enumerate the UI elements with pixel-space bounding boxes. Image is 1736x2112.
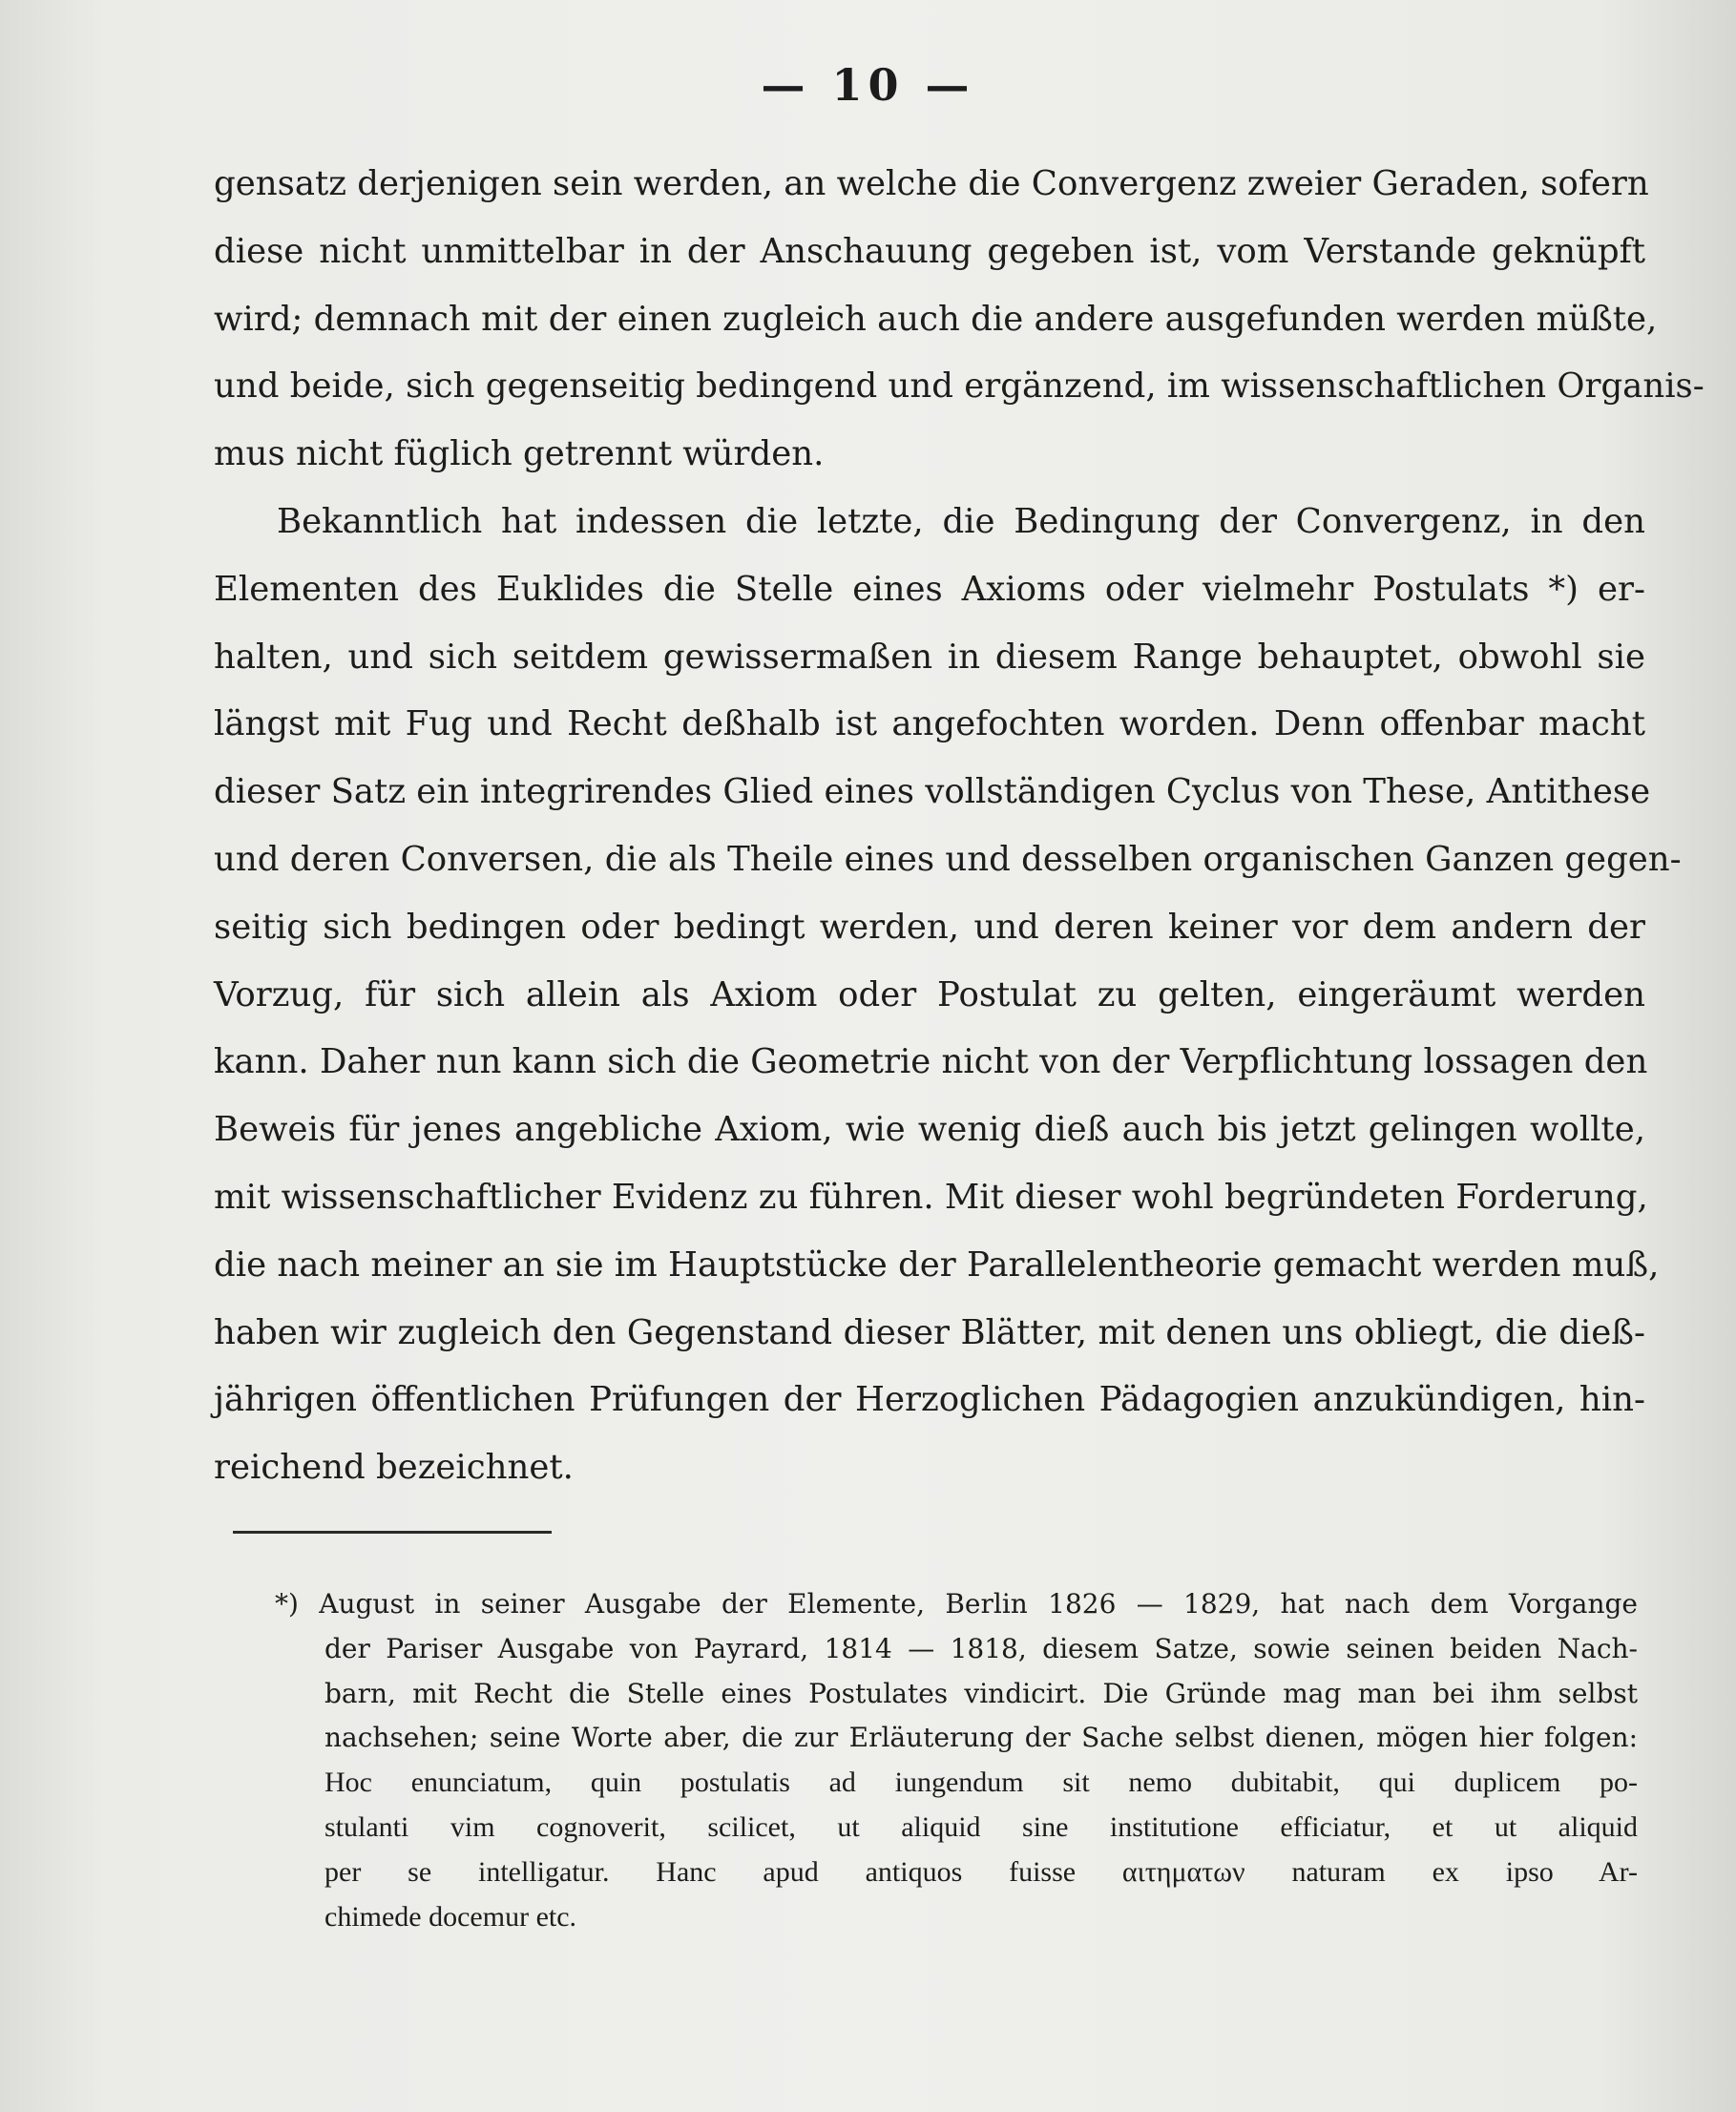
text-line: Bekanntlich hat indessen die letzte, die Bedingung der Convergenz, in den — [277, 501, 1645, 541]
footnote-line: chimede docemur etc. — [324, 1900, 577, 1933]
text-line: gensatz derjenigen sein werden, an welche die Convergenz zweier Geraden, sofern — [214, 164, 1649, 203]
text-line: halten, und sich seitdem gewissermaßen in diesem Range behauptet, obwohl sie — [214, 637, 1645, 677]
text-line: diese nicht unmittelbar in der Anschauung gegeben ist, vom Verstande geknüpft — [214, 231, 1645, 271]
text-line: mus nicht füglich getrennt würden. — [214, 434, 825, 474]
text-line: mit wissenschaftlicher Evidenz zu führen. Mit dieser wohl begründeten Forderung, — [214, 1177, 1648, 1217]
footnote-line: Hoc enunciatum, quin postulatis ad iungendum sit nemo dubitabit, qui duplicem po- — [324, 1767, 1638, 1799]
text-line: die nach meiner an sie im Hauptstücke der Parallelentheorie gemacht werden muß, — [214, 1244, 1660, 1285]
text-line: haben wir zugleich den Gegenstand dieser Blätter, mit denen uns obliegt, die dieß- — [214, 1312, 1645, 1352]
text-line: und deren Conversen, die als Theile eines und desselben organischen Ganzen gegen- — [214, 839, 1682, 879]
text-line: Beweis für jenes angebliche Axiom, wie wenig dieß auch bis jetzt gelingen wollte, — [214, 1110, 1645, 1150]
footnote-line: barn, mit Recht die Stelle eines Postulates vindicirt. Die Gründe mag man bei ihm selbst — [324, 1677, 1638, 1709]
text-line: Elementen des Euklides die Stelle eines Axioms oder vielmehr Postulats *) er- — [214, 569, 1645, 609]
page-number: — 10 — — [761, 59, 975, 111]
footnote-line: *) August in seiner Ausgabe der Elemente, Berlin 1826 — 1829, hat nach dem Vorgange — [275, 1588, 1638, 1620]
text-line: wird; demnach mit der einen zugleich auch die andere ausgefunden werden müßte, — [214, 299, 1658, 339]
footnote-line: nachsehen; seine Worte aber, die zur Erläuterung der Sache selbst dienen, mögen hier folgen: — [324, 1722, 1638, 1754]
text-line: Vorzug, für sich allein als Axiom oder Postulat zu gelten, eingeräumt werden — [214, 974, 1645, 1014]
footnote-divider — [233, 1531, 552, 1534]
text-line: dieser Satz ein integrirendes Glied eines vollständigen Cyclus von These, Antithese — [214, 772, 1651, 812]
footnote-line: stulanti vim cognoverit, scilicet, ut aliquid sine institutione efficiatur, et ut aliquid — [324, 1810, 1638, 1843]
footnote-block — [275, 1582, 1638, 1939]
text-line: seitig sich bedingen oder bedingt werden, und deren keiner vor dem andern der — [214, 907, 1645, 947]
text-line: jährigen öffentlichen Prüfungen der Herzoglichen Pädagogien anzukündigen, hin- — [214, 1380, 1645, 1420]
text-line: reichend bezeichnet. — [214, 1448, 574, 1488]
footnote-line: per se intelligatur. Hanc apud antiquos fuisse αιτηματων naturam ex ipso Ar- — [324, 1855, 1638, 1888]
text-line: längst mit Fug und Recht deßhalb ist angefochten worden. Denn offenbar macht — [214, 704, 1645, 744]
main-text-block — [214, 151, 1705, 1502]
text-line: und beide, sich gegenseitig bedingend und ergänzend, im wissenschaftlichen Organis- — [214, 366, 1705, 407]
footnote-line: der Pariser Ausgabe von Payrard, 1814 — 1818, diesem Satze, sowie seinen beiden Nach- — [324, 1632, 1638, 1664]
text-line: kann. Daher nun kann sich die Geometrie nicht von der Verpflichtung lossagen den — [214, 1042, 1648, 1082]
